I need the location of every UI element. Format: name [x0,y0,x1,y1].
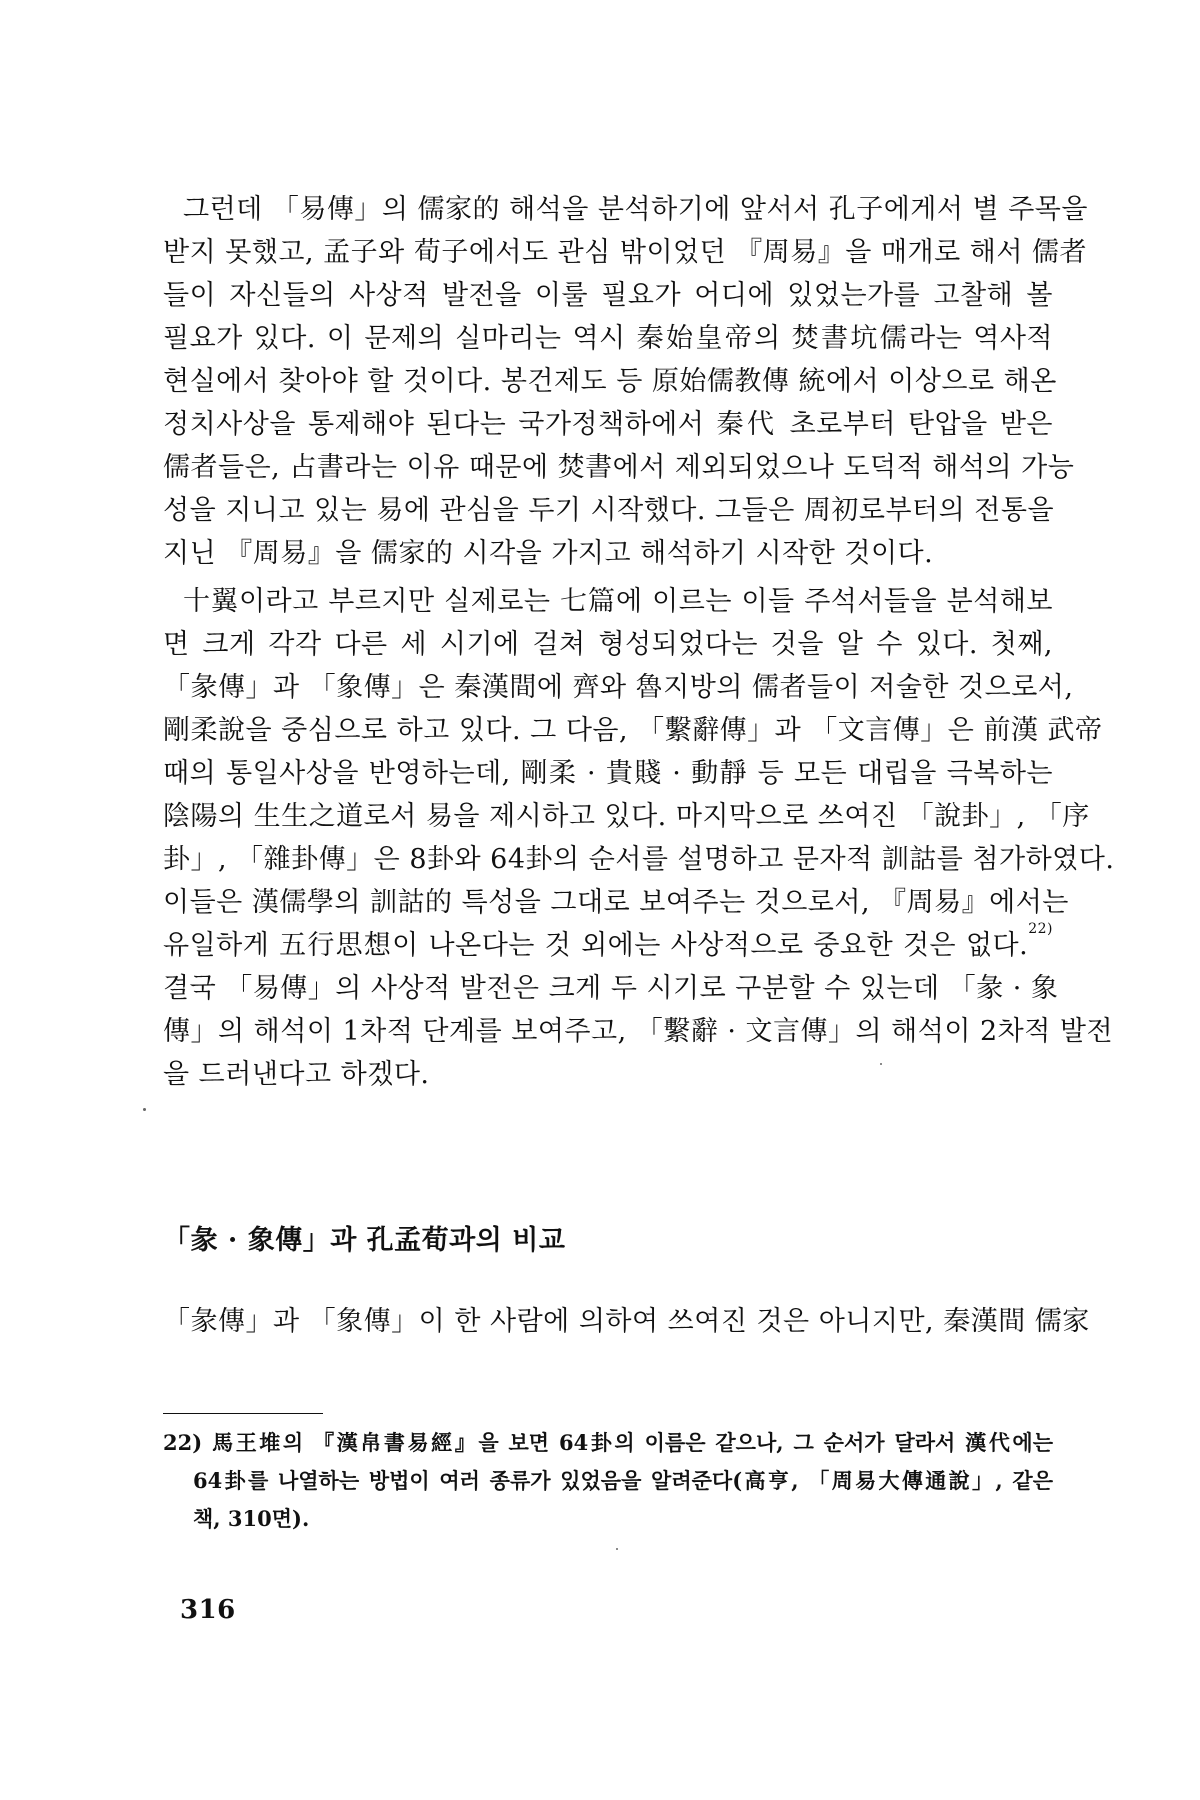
scan-speck [880,1063,882,1065]
text-line: 儒者들은, 占書라는 이유 때문에 焚書에서 제외되었으나 도덕적 해석의 가능 [163,452,1075,483]
text-line: 정치사상을 통제해야 된다는 국가정책하에서 秦代 초로부터 탄압을 받은 [163,409,1053,440]
text-line: 卦」, 「雜卦傳」은 8卦와 64卦의 순서를 설명하고 문자적 訓詁를 첨가하였다. [163,844,1115,875]
text-line: 그런데 「易傳」의 儒家的 해석을 분석하기에 앞서서 孔子에게서 별 주목을 [183,194,1088,225]
footnote-marker: 22) [163,1430,203,1455]
paragraph-2 [163,580,1115,1096]
text-line: 이들은 漢儒學의 訓詁的 특성을 그대로 보여주는 것으로서, 『周易』에서는 [163,887,1069,918]
text-line: 「彖傳」과 「象傳」이 한 사람에 의하여 쓰여진 것은 아니지만, 秦漢間 儒家 [163,1306,1090,1337]
footnote-divider [163,1413,323,1414]
footnote [163,1424,1053,1538]
footnote-line: 책, 310면). [193,1506,310,1531]
text-line: 지닌 『周易』을 儒家的 시각을 가지고 해석하기 시작한 것이다. [163,538,934,569]
text-line: 받지 못했고, 孟子와 荀子에서도 관심 밖이었던 『周易』을 매개로 해서 儒者 [163,237,1088,268]
footnote-line [163,1424,1053,1462]
scan-speck [143,1108,146,1111]
text-line: 면 크게 각각 다른 세 시기에 걸쳐 형성되었다는 것을 알 수 있다. 첫째, [163,629,1053,660]
text-line: 성을 지니고 있는 易에 관심을 두기 시작했다. 그들은 周初로부터의 전통을 [163,495,1055,526]
text-line: 「彖傳」과 「象傳」은 秦漢間에 齊와 魯지방의 儒者들이 저술한 것으로서, [163,672,1074,703]
text-line: 을 드러낸다고 하겠다. [163,1059,430,1090]
text-line: 들이 자신들의 사상적 발전을 이룰 필요가 어디에 있었는가를 고찰해 볼 [163,280,1053,311]
scan-speck [616,1548,618,1550]
text-line: 傳」의 해석이 1차적 단계를 보여주고, 「繫辭 · 文言傳」의 해석이 2차적 발전 [163,1016,1114,1047]
text-line: 때의 통일사상을 반영하는데, 剛柔 · 貴賤 · 動靜 등 모든 대립을 극복하는 [163,758,1053,789]
text-line: 十翼이라고 부르지만 실제로는 七篇에 이르는 이들 주석서들을 분석해보 [183,586,1053,617]
text-line: 결국 「易傳」의 사상적 발전은 크게 두 시기로 구분할 수 있는데 「彖 · 象 [163,973,1059,1004]
text-line: 剛柔說을 중심으로 하고 있다. 그 다음, 「繫辭傳」과 「文言傳」은 前漢 武帝 [163,715,1103,746]
page-number: 316 [180,1595,236,1625]
text-line: 필요가 있다. 이 문제의 실마리는 역시 秦始皇帝의 焚書坑儒라는 역사적 [163,323,1053,354]
text-segment: 유일하게 五行思想이 나온다는 것 외에는 사상적으로 중요한 것은 없다. [163,930,1029,961]
paragraph-1 [163,188,1088,575]
footnote-text: 馬王堆의 『漢帛書易經』을 보면 64卦의 이름은 같으나, 그 순서가 달라서 漢代에는 [212,1430,1053,1455]
text-line: 陰陽의 生生之道로서 易을 제시하고 있다. 마지막으로 쓰여진 「說卦」, 「序 [163,801,1090,832]
text-line: 현실에서 찾아야 할 것이다. 봉건제도 등 原始儒教傳 統에서 이상으로 해온 [163,366,1057,397]
section-body [163,1300,1090,1343]
body-text [163,188,1115,1096]
text-line-with-footnote [163,921,1053,967]
section-heading: 「彖 · 象傳」과 孔孟荀과의 비교 [163,1225,566,1256]
footnote-line: 64卦를 나열하는 방법이 여러 종류가 있었음을 알려준다(高亨, 「周易大傳通說」, 같은 [193,1468,1053,1493]
footnote-reference: 22) [1028,921,1053,937]
